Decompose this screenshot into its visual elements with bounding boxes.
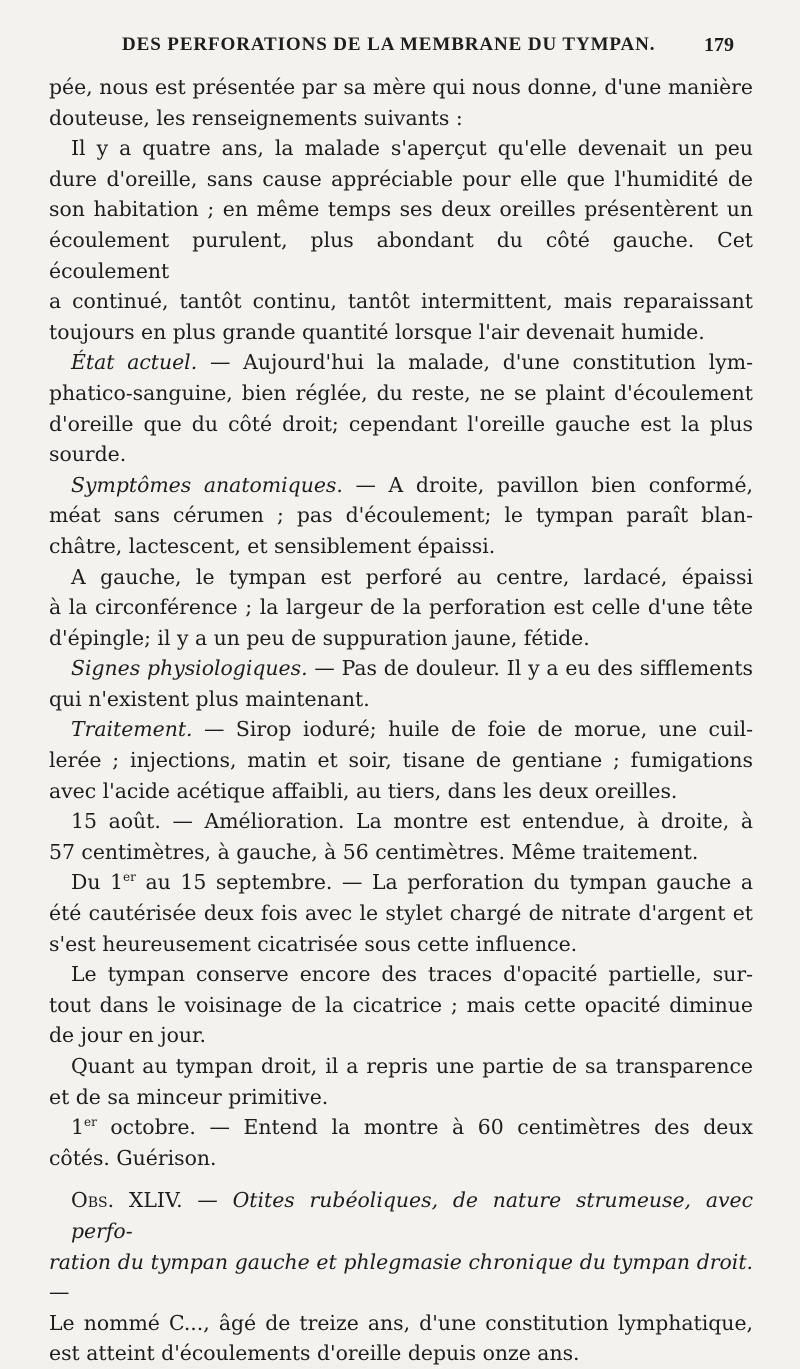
text-line: Le tympan conserve encore des traces d'opacité partielle, sur- <box>71 962 753 987</box>
text-line: son habitation ; en même temps ses deux oreilles présentèrent un <box>49 197 753 222</box>
text-run: — Sirop ioduré; huile de foie de morue, une cuil- <box>192 717 753 742</box>
text-line <box>49 714 753 745</box>
paragraph <box>49 714 753 806</box>
observation-title: — Otites rubéoliques, de nature strumeuse, avec perfo- <box>71 1188 753 1243</box>
text-line: méat sans cérumen ; pas d'écoulement; le tympan paraît blan- <box>49 503 753 528</box>
text-line: a continué, tantôt continu, tantôt intermittent, mais reparaissant <box>49 289 753 314</box>
text-run: Du 1 <box>71 870 124 895</box>
body-text <box>49 72 753 1369</box>
text-line: Quant au tympan droit, il a repris une partie de sa transparence <box>71 1054 753 1078</box>
paragraph <box>49 133 753 347</box>
text-line: 57 centimètres, à gauche, à 56 centimètres. Même traitement. <box>49 839 699 864</box>
text-run: octobre. — Entend la montre à 60 centimètres des deux <box>96 1115 753 1140</box>
text-line: écoulement purulent, plus abondant du côté gauche. Cet écoulement <box>49 227 753 283</box>
text-line <box>49 470 753 501</box>
text-line <box>49 1112 753 1143</box>
text-line: phatico-sanguine, bien réglée, du reste, ne se plaint d'écoulement <box>49 380 753 405</box>
text-line: Il y a quatre ans, la malade s'aperçut qu'elle devenait un peu <box>71 136 753 161</box>
text-line: A gauche, le tympan est perforé au centre, lardacé, épaissi <box>71 564 753 589</box>
text-line: est atteint d'écoulements d'oreille depuis onze ans. <box>49 1341 580 1366</box>
text-line: pée, nous est présentée par sa mère qui nous donne, d'une manière <box>49 75 753 99</box>
paragraph <box>49 347 753 469</box>
text-line: à la circonférence ; la largeur de la perforation est celle d'une tête <box>49 595 753 620</box>
paragraph <box>49 562 753 654</box>
text-line: côtés. Guérison. <box>49 1145 217 1170</box>
text-run: — <box>49 1280 70 1305</box>
text-run: 1 <box>71 1115 84 1140</box>
text-line: châtre, lactescent, et sensiblement épaissi. <box>49 533 496 558</box>
text-line: tout dans le voisinage de la cicatrice ; mais cette opacité diminue <box>49 992 753 1017</box>
text-line: été cautérisée deux fois avec le stylet chargé de nitrate d'argent et <box>49 901 753 926</box>
paragraph <box>49 1051 753 1112</box>
section-label: Signes physiologiques. <box>71 656 308 681</box>
text-run: — Aujourd'hui la malade, d'une constitution lym- <box>197 350 753 375</box>
paragraph <box>49 653 753 714</box>
observation-number: Obs. XLIV. <box>71 1188 183 1213</box>
text-line <box>49 653 753 684</box>
text-line: Le nommé C..., âgé de treize ans, d'une constitution lymphatique, <box>49 1310 753 1335</box>
spacer <box>49 1173 753 1185</box>
text-line: et de sa minceur primitive. <box>49 1084 329 1109</box>
text-line: toujours en plus grande quantité lorsque l'air devenait humide. <box>49 319 705 344</box>
text-line: d'épingle; il y a un peu de suppuration jaune, fétide. <box>49 625 590 650</box>
superscript: er <box>83 1115 97 1130</box>
text-run: au 15 septembre. — La perforation du tympan gauche a <box>135 870 753 895</box>
page-header <box>0 34 800 64</box>
section-label: Traitement. <box>71 717 193 742</box>
text-line: douteuse, les renseignements suivants : <box>49 105 463 130</box>
text-line: avec l'acide acétique affaibli, au tiers, dans les deux oreilles. <box>49 778 678 803</box>
page-number: 179 <box>704 34 734 56</box>
superscript: er <box>123 870 136 885</box>
observation-title: ration du tympan gauche et phlegmasie chronique du tympan droit. <box>49 1249 753 1274</box>
text-line: qui n'existent plus maintenant. <box>49 686 370 711</box>
section-label: État actuel. <box>71 350 198 375</box>
text-line <box>49 1247 753 1308</box>
section-label: Symptômes anatomiques. <box>71 472 343 497</box>
observation-paragraph <box>49 1185 753 1369</box>
paragraph <box>49 867 753 959</box>
text-line: d'oreille que du côté droit; cependant l'oreille gauche est la plus <box>49 411 753 436</box>
text-line: sourde. <box>49 442 127 467</box>
text-line: lerée ; injections, matin et soir, tisane de gentiane ; fumigations <box>49 748 753 773</box>
text-run: — Pas de douleur. Il y a eu des sifflements <box>314 656 754 681</box>
text-line: de jour en jour. <box>49 1023 206 1048</box>
text-run: — A droite, pavillon bien conformé, <box>342 472 753 497</box>
paragraph <box>49 470 753 562</box>
text-line: dure d'oreille, sans cause appréciable pour elle que l'humidité de <box>49 166 753 191</box>
running-head: DES PERFORATIONS DE LA MEMBRANE DU TYMPAN. <box>122 34 656 55</box>
paragraph <box>49 959 753 1051</box>
text-line <box>49 867 753 898</box>
text-line: 15 août. — Amélioration. La montre est entendue, à droite, à <box>71 809 753 834</box>
paragraph <box>49 1112 753 1173</box>
text-line: s'est heureusement cicatrisée sous cette influence. <box>49 931 578 956</box>
text-line <box>49 347 753 378</box>
paragraph <box>49 806 753 867</box>
text-line <box>49 1185 753 1246</box>
paragraph <box>49 72 753 133</box>
